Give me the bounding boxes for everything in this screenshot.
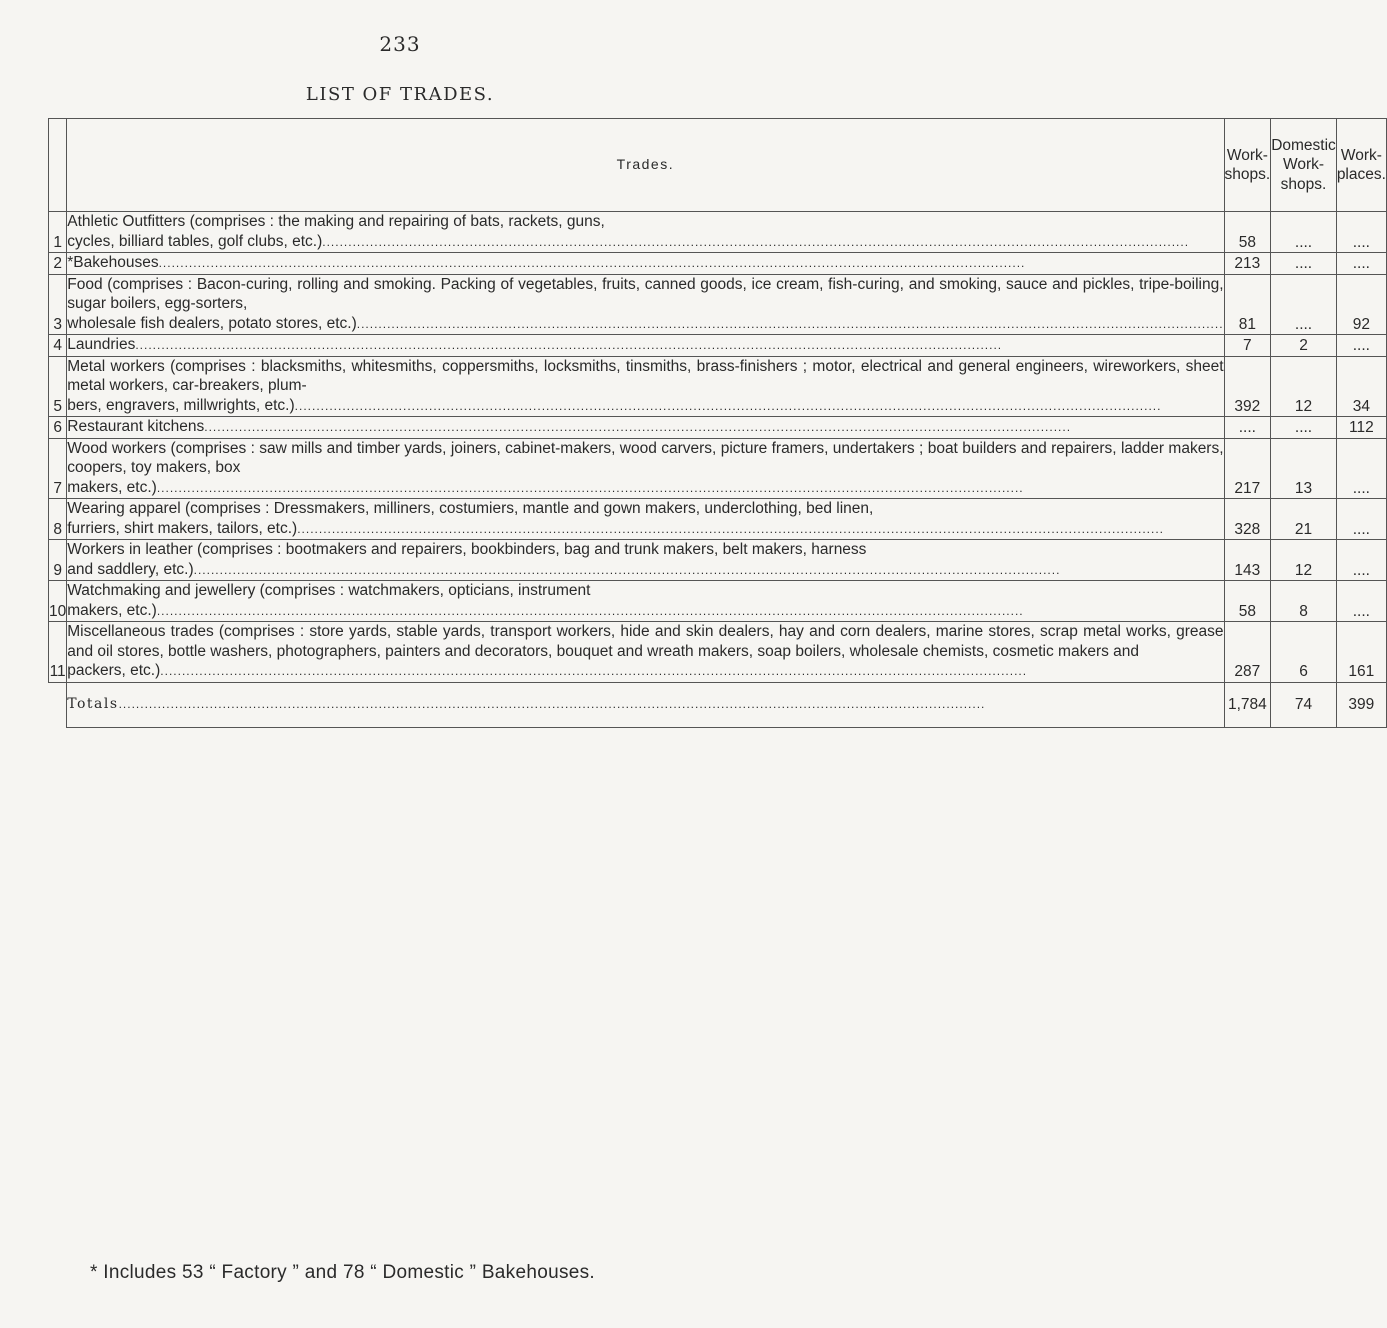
table-row (49, 540, 1387, 581)
dot-leader: ........................................................................................................................................................................................................ (118, 696, 986, 711)
workplaces-value: 34 (1336, 356, 1386, 417)
totals-domestic: 74 (1271, 682, 1337, 727)
table-row (49, 581, 1387, 622)
workshops-value: 217 (1224, 438, 1271, 499)
workshops-value: 58 (1224, 581, 1271, 622)
page-number: 233 (379, 32, 421, 56)
totals-number-cell (49, 682, 67, 727)
row-number: 1 (49, 212, 67, 253)
trade-description (67, 540, 1224, 581)
trade-description-final-line: and saddlery, etc.) (67, 560, 194, 578)
table-row (49, 335, 1387, 357)
trade-description (67, 274, 1224, 335)
workshops-value: 287 (1224, 622, 1271, 683)
table-row (49, 212, 1387, 253)
trade-description-final-line: makers, etc.) (67, 478, 157, 496)
domestic-workshops-value: 12 (1271, 540, 1337, 581)
trade-description-text: Food (comprises : Bacon-curing, rolling and smoking. Packing of vegetables, fruits, canned goods, ice cream, fish-curing, and smoking, sauce and pickles, tripe-boiling, sugar boilers, egg-sorters, (67, 275, 1224, 312)
dot-leader: ........................................................................................................................................................................................................ (135, 338, 1003, 352)
domestic-workshops-value: .... (1271, 417, 1337, 439)
workplaces-value: .... (1336, 540, 1386, 581)
table-row (49, 622, 1387, 683)
domestic-workshops-value: 12 (1271, 356, 1337, 417)
dot-leader: ........................................................................................................................................................................................................ (356, 316, 1224, 331)
workplaces-value: 112 (1336, 417, 1386, 439)
workshops-value: 328 (1224, 499, 1271, 540)
workplaces-value: .... (1336, 253, 1386, 275)
trade-description (67, 438, 1224, 499)
table-row (49, 438, 1387, 499)
row-number: 6 (49, 417, 67, 439)
totals-workplaces: 399 (1336, 682, 1386, 727)
dot-leader: ........................................................................................................................................................................................................ (156, 480, 1024, 495)
trade-description-text: Wood workers (comprises : saw mills and timber yards, joiners, cabinet-makers, wood carvers, picture framers, undertakers ; boat builders and repairers, ladder makers, coopers, toy makers, box (67, 439, 1224, 476)
trade-description-final-line: Restaurant kitchens (67, 418, 205, 435)
trade-description-final-line: wholesale fish dealers, potato stores, etc.) (67, 314, 357, 332)
dot-leader: ........................................................................................................................................................................................................ (322, 234, 1190, 249)
dot-leader: ........................................................................................................................................................................................................ (294, 398, 1162, 413)
trade-description-text: Athletic Outfitters (comprises : the making and repairing of bats, rackets, guns, (67, 213, 605, 230)
dot-leader: ........................................................................................................................................................................................................ (158, 256, 1026, 270)
workshops-value: 213 (1224, 253, 1271, 275)
trade-description (67, 356, 1224, 417)
table-row (49, 417, 1387, 439)
table-row (49, 274, 1387, 335)
workshops-value: 81 (1224, 274, 1271, 335)
workplaces-value: 161 (1336, 622, 1386, 683)
row-number: 8 (49, 499, 67, 540)
header-domestic-workshops: Domestic Work-shops. (1271, 119, 1337, 212)
dot-leader: ........................................................................................................................................................................................................ (156, 603, 1024, 618)
domestic-workshops-value: 13 (1271, 438, 1337, 499)
trade-description-final-line: *Bakehouses (67, 254, 159, 271)
workshops-value: 7 (1224, 335, 1271, 357)
totals-label: Totals (67, 695, 119, 712)
header-workplaces: Work-places. (1336, 119, 1386, 212)
page-title: LIST OF TRADES. (305, 84, 495, 105)
trade-description-final-line: bers, engravers, millwrights, etc.) (67, 396, 295, 414)
totals-label-cell (67, 682, 1224, 727)
domestic-workshops-value: 8 (1271, 581, 1337, 622)
header-number (49, 119, 67, 212)
row-number: 3 (49, 274, 67, 335)
header-workshops: Work-shops. (1224, 119, 1271, 212)
trade-description-final-line: Laundries (67, 336, 136, 353)
trade-description-text: Metal workers (comprises : blacksmiths, whitesmiths, coppersmiths, locksmiths, tinsmiths, brass-finishers ; motor, electrical and general engineers, wireworkers, sheet metal workers, car-breakers, plum- (67, 357, 1224, 394)
workplaces-value: .... (1336, 581, 1386, 622)
trade-description-final-line: packers, etc.) (67, 662, 161, 679)
row-number: 9 (49, 540, 67, 581)
row-number: 11 (49, 622, 67, 683)
row-number: 10 (49, 581, 67, 622)
workplaces-value: .... (1336, 335, 1386, 357)
domestic-workshops-value: 21 (1271, 499, 1337, 540)
trade-description (67, 622, 1224, 683)
table-header-row (49, 119, 1387, 212)
table-row (49, 253, 1387, 275)
table-row (49, 499, 1387, 540)
footnote: * Includes 53 “ Factory ” and 78 “ Domestic ” Bakehouses. (90, 1262, 595, 1283)
domestic-workshops-value: 2 (1271, 335, 1337, 357)
workplaces-value: .... (1336, 499, 1386, 540)
row-number: 5 (49, 356, 67, 417)
trade-rows (49, 212, 1387, 683)
dot-leader: ........................................................................................................................................................................................................ (160, 664, 1028, 678)
dot-leader: ........................................................................................................................................................................................................ (204, 420, 1072, 434)
trade-description (67, 581, 1224, 622)
trade-description-final-line: makers, etc.) (67, 601, 157, 619)
workplaces-value: 92 (1336, 274, 1386, 335)
workshops-value: 143 (1224, 540, 1271, 581)
row-number: 7 (49, 438, 67, 499)
row-number: 2 (49, 253, 67, 275)
workshops-value: .... (1224, 417, 1271, 439)
domestic-workshops-value: .... (1271, 212, 1337, 253)
header-trades: Trades. (67, 119, 1224, 212)
workplaces-value: .... (1336, 438, 1386, 499)
domestic-workshops-value: .... (1271, 253, 1337, 275)
trade-description-text: Wearing apparel (comprises : Dressmakers, milliners, costumiers, mantle and gown makers, underclothing, bed linen, (67, 500, 874, 517)
trade-description (67, 335, 1224, 357)
trade-description-text: Miscellaneous trades (comprises : store yards, stable yards, transport workers, hide and skin dealers, hay and corn dealers, marine stores, scrap metal works, grease and oil stores, bottle washers, photographers, painters and decorators, bouquet and wreath makers, soap boilers, wholesale chemists, cosmetic makers and (67, 623, 1224, 660)
workplaces-value: .... (1336, 212, 1386, 253)
workshops-value: 58 (1224, 212, 1271, 253)
trade-description-final-line: furriers, shirt makers, tailors, etc.) (67, 519, 298, 537)
domestic-workshops-value: 6 (1271, 622, 1337, 683)
totals-workshops: 1,784 (1224, 682, 1271, 727)
trade-description (67, 499, 1224, 540)
table-row (49, 356, 1387, 417)
trade-description-text: Watchmaking and jewellery (comprises : watchmakers, opticians, instrument (67, 582, 591, 599)
totals-row (49, 682, 1387, 727)
trade-description-text: Workers in leather (comprises : bootmakers and repairers, bookbinders, bag and trunk makers, belt makers, harness (67, 541, 867, 558)
trade-description-final-line: cycles, billiard tables, golf clubs, etc.) (67, 232, 323, 250)
trades-table (48, 118, 1387, 728)
dot-leader: ........................................................................................................................................................................................................ (193, 562, 1061, 577)
trade-description (67, 417, 1224, 439)
domestic-workshops-value: .... (1271, 274, 1337, 335)
workshops-value: 392 (1224, 356, 1271, 417)
trade-description (67, 253, 1224, 275)
row-number: 4 (49, 335, 67, 357)
trade-description (67, 212, 1224, 253)
dot-leader: ........................................................................................................................................................................................................ (297, 521, 1165, 536)
